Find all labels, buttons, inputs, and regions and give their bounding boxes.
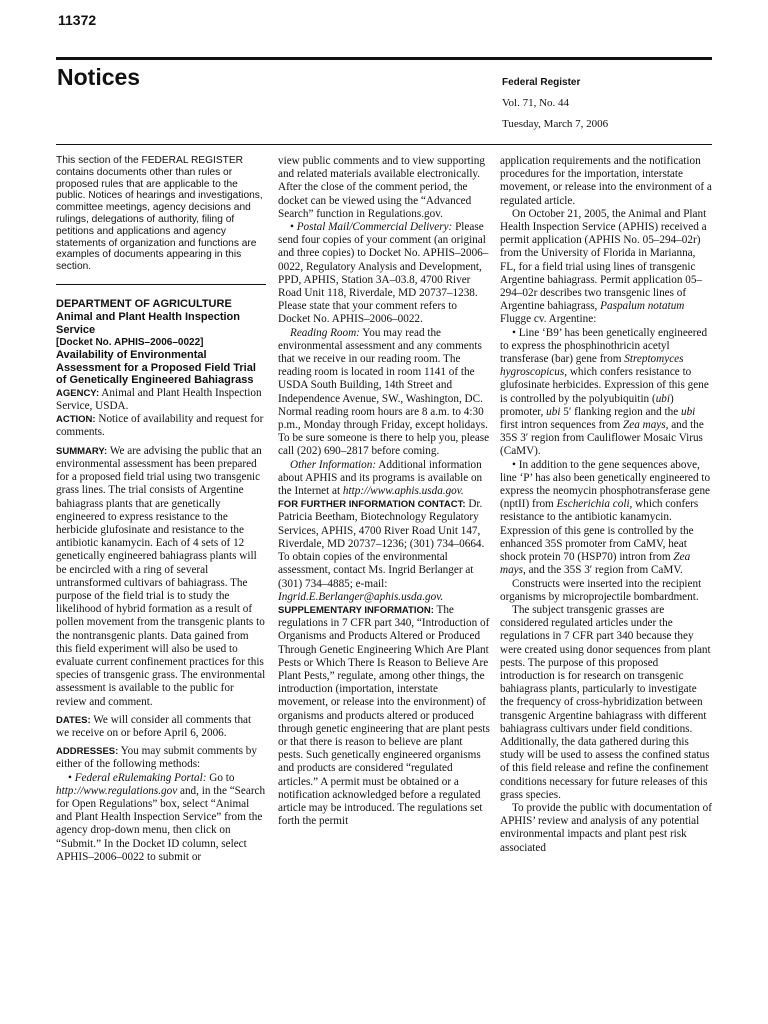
dates-paragraph: DATES: We will consider all comments that we receive on or before April 6, 2006. <box>56 713 252 739</box>
section-title: Notices <box>57 64 141 90</box>
masthead-rule <box>56 144 712 145</box>
permit-application-paragraph: On October 21, 2005, the Animal and Plant Health Inspection Service (APHIS) received a permit application (APHIS No. 05–294–02r) from the University of Florida in Marianna, FL, for a field trial using lines of transgenic Argentine bahiagrass. Permit application 05–294–02r describes two transgenic lines of Argentine bahiagrass, Paspalum notatum Flugge cv. Argentine: <box>500 207 707 326</box>
constructs-paragraph: Constructs were inserted into the recipient organisms by microprojectile bombardment. <box>500 577 702 603</box>
reading-room-paragraph: Reading Room: You may read the environmental assessment and any comments that we receive in our reading room. The reading room is located in room 1141 of the USDA South Building, 14th Street and Independence Avenue, SW., Washington, DC. Normal reading room hours are 8 a.m. to 4:30 p.m., Monday through Friday, except holidays. To be sure someone is there to help you, please call (202) 690–2817 before coming. <box>278 326 490 458</box>
docket-number: [Docket No. APHIS–2006–0022] <box>56 337 204 349</box>
line-b9-paragraph: • Line ‘B9’ has been genetically engineered to express the phosphinothricin acetyl transferase (bar) gene from Streptomyces hygroscopicus, which confers resistance to glufosinate herbicides. Expression of this gene is controlled by the polyubiquitin (ubi) promoter, ubi 5′ flanking region and the ubi first intron sequences from Zea mays, and the 35S 3′ region from Cauliflower Mosaic Virus (CaMV). <box>500 326 709 458</box>
summary-paragraph: SUMMARY: We are advising the public that an environmental assessment has been prepared for a proposed field trial using two transgenic grass lines. The trial consists of Argentine bahiagrass plants that are genetically engineered to express resistance to the herbicide glufosinate and resistance to the antibiotic kanamycin. Each of 4 sets of 12 genetically engineered bahiagrass plants will be encircled with a ring of several untransformed cultivars of bahiagrass. The purpose of the field trial is to study the likelihood of hybrid formation as a result of pollen movement from the transgenic plants to the nontransgenic plants. Data gained from this field experiment will also be used to evaluate current confinement practices for this species of transgenic grass. The environmental assessment is available to the public for review and comment. <box>56 444 266 708</box>
supplementary-paragraph: SUPPLEMENTARY INFORMATION: The regulations in 7 CFR part 340, “Introduction of Organisms and Products Altered or Produced Through Genetic Engineering Which Are Plant Pests or Which There Is Reason to Believe Are Plant Pests,” regulate, among other things, the introduction (importation, interstate movement, or release into the environment) of organisms and products altered or produced through genetic engineering that are plant pests or that there is reason to believe are plant pests. Such genetically engineered organisms and products are considered “regulated articles.” A permit must be obtained or a notification acknowledged before a regulated article may be introduced. The regulations set forth the permit <box>278 603 490 828</box>
other-info-paragraph: Other Information: Additional information about APHIS and its programs is available on the Internet at http://www.aphis.usda.gov. <box>278 458 483 498</box>
column-3 <box>500 155 712 855</box>
regulated-articles-paragraph: The subject transgenic grasses are considered regulated articles under the regulations in 7 CFR part 340 because they were created using donor sequences from plant pests. The purpose of this proposed introduction is for research on transgenic bahiagrass plants, particularly to investigate the frequency of cross-hybridization between transgenic Argentine bahiagrass with different bahiagrass cultivars under field conditions. Additionally, the data gathered during this study will be used to assess the confined status of this field release and refine the confinement conditions necessary for future releases of this grass species. <box>500 603 711 801</box>
regulations-link[interactable]: http://www.regulations.gov <box>56 784 178 797</box>
column-2 <box>278 155 490 828</box>
document-title: Availability of Environmental Assessment for a Proposed Field Trial of Genetically Engineered Bahiagrass <box>56 349 256 387</box>
header-rule <box>56 57 712 60</box>
portal-paragraph: • Federal eRulemaking Portal: Go to http://www.regulations.gov and, in the “Search for Open Regulations” box, select “Animal and Plant Health Inspection Service” from the agency drop-down menu, then click on “Submit.” In the Docket ID column, select APHIS–2006–0022 to submit or <box>56 771 266 863</box>
addresses-paragraph: ADDRESSES: You may submit comments by either of the following methods: <box>56 745 257 771</box>
permit-requirements-paragraph: application requirements and the notification procedures for the importation, interstate movement, or release into the environment of a regulated article. <box>500 155 712 207</box>
docket-view-paragraph: view public comments and to view supporting and related materials available electronically. After the close of the comment period, the docket can be viewed using the “Advanced Search” function in Regulations.gov. <box>278 155 485 220</box>
section-divider <box>56 284 266 285</box>
department-heading: DEPARTMENT OF AGRICULTURE <box>56 297 232 310</box>
volume-info: Vol. 71, No. 44 <box>502 97 570 109</box>
contact-email-link[interactable]: Ingrid.E.Berlanger@aphis.usda.gov. <box>278 590 444 603</box>
line-p-paragraph: • In addition to the gene sequences above, line ‘P’ has also been genetically engineered to express the neomycin phosphotransferase gene (nptII) from Escherichia coli, which confers resistance to the antibiotic kanamycin. Expression of this gene is controlled by the enhanced 35S promoter from CaMV, heat shock protein 70 (HSP70) intron from Zea mays, and the 35S 3′ region from CaMV. <box>500 458 711 577</box>
aphis-link[interactable]: http://www.aphis.usda.gov. <box>342 485 464 498</box>
action-paragraph: ACTION: Notice of availability and request for comments. <box>56 413 264 439</box>
masthead <box>502 72 608 135</box>
mail-paragraph: • Postal Mail/Commercial Delivery: Please send four copies of your comment (an original and three copies) to Docket No. APHIS–2006–0022, Regulatory Analysis and Development, PPD, APHIS, Station 3A–03.8, 4700 River Road Unit 118, Riverdale, MD 20737–1238. Please state that your comment refers to Docket No. APHIS–2006–0022. <box>278 221 489 326</box>
column-1 <box>56 155 266 864</box>
agency-paragraph: AGENCY: Animal and Plant Health Inspection Service, USDA. <box>56 386 262 413</box>
agency-heading: Animal and Plant Health Inspection Service <box>56 311 240 336</box>
section-intro: This section of the FEDERAL REGISTER contains documents other than rules or proposed rules that are applicable to the public. Notices of hearings and investigations, committee meetings, agency decisions and rulings, delegations of authority, filing of petitions and applications and agency statements of organization and functions are examples of documents appearing in this section. <box>56 155 263 273</box>
contact-paragraph: FOR FURTHER INFORMATION CONTACT: Dr. Patricia Beetham, Biotechnology Regulatory Services, APHIS, 4700 River Road Unit 147, Riverdale, MD 20737–1236; (301) 734–0664. To obtain copies of the environmental assessment, contact Ms. Ingrid Berlanger at (301) 734–4885; e-mail: Ingrid.E.Berlanger@aphis.usda.gov. <box>278 498 485 603</box>
publication-name: Federal Register <box>502 77 581 88</box>
public-documentation-paragraph: To provide the public with documentation of APHIS’ review and analysis of any potential environmental impacts and plant pest risk associated <box>500 801 712 854</box>
page-number: 11372 <box>58 12 97 28</box>
issue-date: Tuesday, March 7, 2006 <box>502 118 609 130</box>
